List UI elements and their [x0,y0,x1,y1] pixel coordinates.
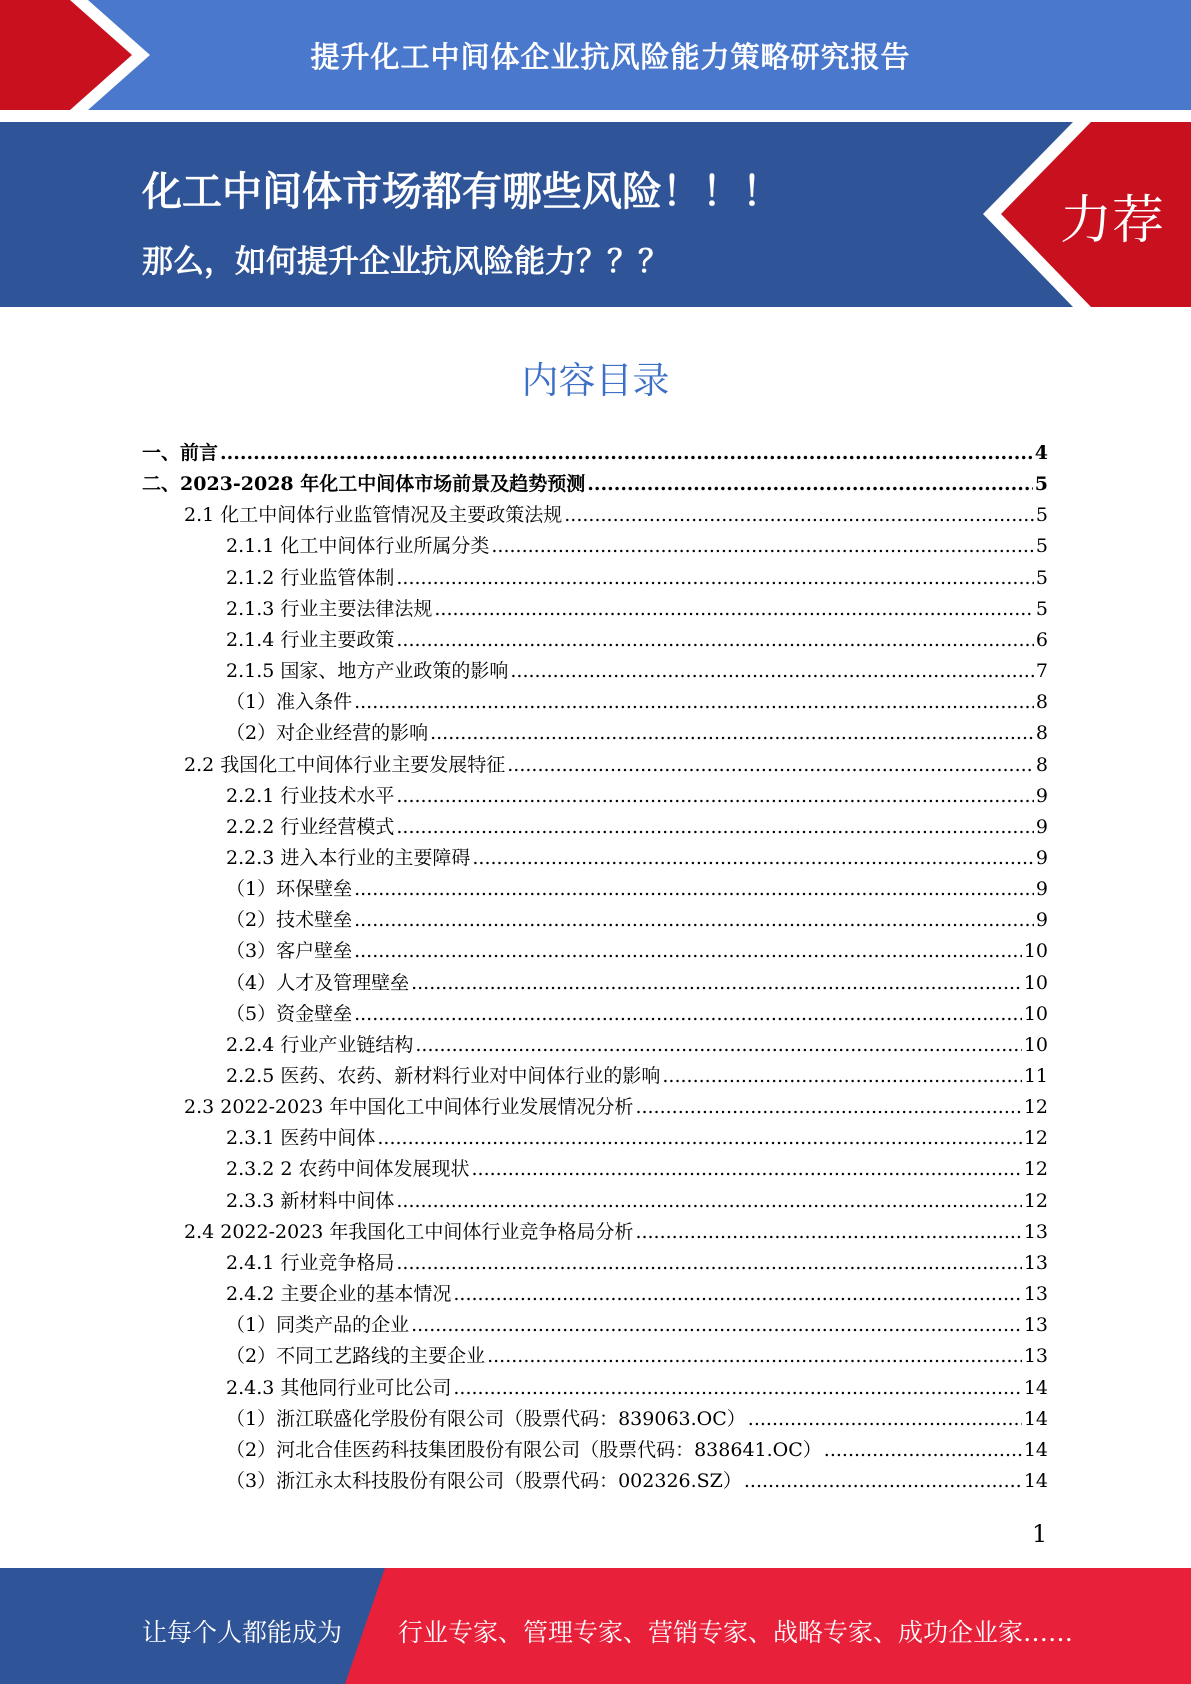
toc-leader-dots [396,625,1034,656]
toc-leader-dots [824,1435,1022,1466]
toc-leader-dots [396,781,1034,812]
toc-entry[interactable] [226,905,1048,936]
toc-entry-page: 4 [1034,442,1048,464]
toc-leader-dots [354,874,1034,905]
toc-entry-text: （2）技术壁垒 [226,909,353,932]
toc-entry-page: 13 [1023,1220,1048,1243]
toc-entry-text: 二、2023-2028 年化工中间体市场前景及趋势预测 [142,473,586,496]
toc-entry-page: 5 [1035,597,1048,620]
toc-leader-dots [472,1154,1022,1185]
toc-leader-dots [748,1404,1022,1435]
toc-entry-text: 2.2.3 进入本行业的主要障碍 [226,846,471,869]
toc-entry-page: 11 [1023,1065,1048,1087]
toc-entry-page: 14 [1023,1438,1048,1461]
recommend-badge: 力荐 [1060,191,1165,251]
toc-entry-text: 2.2.5 医药、农药、新材料行业对中间体行业的影响 [226,1065,661,1087]
toc-entry-text: 2.1 化工中间体行业监管情况及主要政策法规 [184,504,563,527]
toc-leader-dots [396,812,1034,843]
toc-entry-text: 2.4.3 其他同行业可比公司 [226,1376,452,1399]
toc-entry-text: 2.1.1 化工中间体行业所属分类 [226,535,490,558]
toc-title: 内容目录 [521,359,670,402]
toc-entry-text: 2.3.2 2 农药中间体发展现状 [226,1158,470,1181]
hero-subheadline: 那么，如何提升企业抗风险能力？？？ [142,244,669,280]
toc-entry-text: 2.1.2 行业监管体制 [226,566,395,589]
toc-leader-dots [744,1466,1022,1497]
toc-leader-dots [377,1123,1021,1154]
toc-entry-text: （5）资金壁垒 [226,1002,353,1025]
toc-entry[interactable] [226,812,1048,843]
toc-entry[interactable] [226,874,1048,905]
toc-entry-text: 2.2.4 行业产业链结构 [226,1033,414,1056]
toc-entry-page: 10 [1023,940,1048,963]
toc-entry-page: 8 [1035,722,1048,745]
toc-entry-page: 14 [1023,1407,1048,1430]
toc-entry-text: （3）浙江永太科技股份有限公司（股票代码：002326.SZ） [226,1469,742,1492]
toc-entry-page: 5 [1034,473,1048,496]
footer-slogan-left: 让每个人都能成为 [142,1618,343,1647]
toc-leader-dots [635,1217,1021,1248]
toc-entry[interactable] [226,563,1048,594]
toc-entry-page: 5 [1035,504,1048,527]
toc-entry-page: 9 [1035,815,1048,838]
report-title: 提升化工中间体企业抗风险能力策略研究报告 [310,39,911,74]
toc-entry-text: 2.2 我国化工中间体行业主要发展特征 [184,753,506,776]
toc-leader-dots [487,1341,1022,1372]
toc-entry-text: （4）人才及管理壁垒 [226,971,410,994]
toc-entry-text: （2）河北合佳医药科技集团股份有限公司（股票代码：838641.OC） [226,1438,822,1461]
toc-entry-text: 2.4 2022-2023 年我国化工中间体行业竞争格局分析 [184,1220,634,1243]
toc-entry[interactable] [226,1154,1048,1185]
toc-entry-page: 14 [1023,1376,1048,1399]
toc-entry-page: 12 [1023,1158,1048,1181]
toc-entry-page: 13 [1023,1251,1048,1274]
toc-entry[interactable] [226,843,1048,874]
toc-entry-text: 2.2.1 行业技术水平 [226,784,395,807]
footer-slogan-right: 行业专家、管理专家、营销专家、战略专家、成功企业家…… [398,1618,1074,1647]
toc-leader-dots [354,687,1034,718]
toc-entry[interactable] [226,1310,1048,1341]
toc-leader-dots [415,1030,1021,1061]
toc-entry-text: （1）环保壁垒 [226,878,353,901]
toc-entry[interactable] [226,1373,1048,1404]
toc-leader-dots [507,750,1034,781]
toc-entry[interactable] [226,656,1048,687]
toc-entry[interactable] [226,687,1048,718]
toc-leader-dots [411,968,1022,999]
toc-entry-page: 9 [1035,878,1048,901]
toc-entry-text: （3）客户壁垒 [226,940,353,963]
toc-leader-dots [453,1279,1021,1310]
toc-leader-dots [430,718,1034,749]
toc-entry-text: 2.3 2022-2023 年中国化工中间体行业发展情况分析 [184,1096,634,1119]
toc-leader-dots [587,469,1033,500]
toc-entry-page: 9 [1035,846,1048,869]
toc-entry-page: 9 [1035,784,1048,807]
toc-entry-text: 一、前言 [142,442,219,464]
toc-entry[interactable] [226,1435,1048,1466]
toc-leader-dots [220,438,1033,469]
toc-entry[interactable] [226,1466,1048,1497]
page-number: 1 [1032,1520,1048,1548]
toc-entry[interactable] [184,1217,1048,1248]
toc-entry[interactable] [226,531,1048,562]
toc-entry-page: 5 [1035,535,1048,558]
toc-entry-text: 2.1.4 行业主要政策 [226,628,395,651]
toc-entry-page: 6 [1035,628,1048,651]
toc-entry[interactable] [226,594,1048,625]
toc-entry[interactable] [226,968,1048,999]
toc-entry[interactable] [184,750,1048,781]
toc-entry-page: 13 [1023,1283,1048,1306]
toc-entry-text: 2.4.1 行业竞争格局 [226,1251,395,1274]
toc-entry-page: 14 [1023,1469,1048,1492]
toc-entry-page: 10 [1023,971,1048,994]
toc-leader-dots [453,1373,1021,1404]
toc-entry-text: （1）准入条件 [226,691,353,714]
toc-entry-page: 5 [1035,566,1048,589]
toc-leader-dots [434,594,1034,625]
toc-entry-page: 7 [1035,660,1048,683]
toc-entry[interactable] [226,1341,1048,1372]
toc-leader-dots [396,1186,1021,1217]
toc-entry-page: 10 [1023,1033,1048,1056]
toc-leader-dots [396,563,1034,594]
toc-entry-page: 12 [1023,1096,1048,1119]
toc-entry[interactable] [226,1279,1048,1310]
toc-entry[interactable] [226,999,1048,1030]
toc-leader-dots [354,936,1022,967]
toc-entry[interactable] [184,500,1048,531]
toc-entry[interactable] [226,781,1048,812]
toc-entry-text: （2）对企业经营的影响 [226,722,429,745]
toc-entry[interactable] [226,1123,1048,1154]
toc-entry-page: 10 [1023,1002,1048,1025]
toc-leader-dots [411,1310,1022,1341]
toc-entry-text: 2.3.3 新材料中间体 [226,1189,395,1212]
toc-entry[interactable] [226,1030,1048,1061]
toc-entry-page: 12 [1023,1127,1048,1150]
toc-leader-dots [472,843,1034,874]
toc-entry-text: （2）不同工艺路线的主要企业 [226,1345,486,1368]
toc-entry-page: 8 [1035,753,1048,776]
toc-entry-page: 13 [1023,1345,1048,1368]
toc-leader-dots [635,1092,1021,1123]
toc-entry-text: （1）浙江联盛化学股份有限公司（股票代码：839063.OC） [226,1407,746,1430]
toc-leader-dots [354,999,1022,1030]
toc-leader-dots [354,905,1034,936]
toc-entry-page: 13 [1023,1314,1048,1337]
toc-entry[interactable] [226,1404,1048,1435]
toc-entry[interactable] [142,469,1048,500]
toc-entry-text: 2.3.1 医药中间体 [226,1127,376,1150]
toc-entry[interactable] [226,936,1048,967]
toc-entry-text: 2.1.5 国家、地方产业政策的影响 [226,660,509,683]
toc-entry-text: 2.1.3 行业主要法律法规 [226,597,433,620]
toc-leader-dots [510,656,1034,687]
toc-entry-text: 2.2.2 行业经营模式 [226,815,395,838]
toc-leader-dots [396,1248,1021,1279]
toc-entry[interactable] [226,625,1048,656]
toc-entry[interactable] [226,1248,1048,1279]
toc-entry[interactable] [184,1092,1048,1123]
toc-leader-dots [564,500,1034,531]
toc-entry-page: 9 [1035,909,1048,932]
toc-entry[interactable] [142,438,1048,469]
toc-leader-dots [662,1061,1021,1092]
toc-leader-dots [491,531,1034,562]
toc-entry[interactable] [226,718,1048,749]
toc-entry-text: （1）同类产品的企业 [226,1314,410,1337]
toc-entry-page: 12 [1023,1189,1048,1212]
toc-entry-text: 2.4.2 主要企业的基本情况 [226,1283,452,1306]
toc-entry-page: 8 [1035,691,1048,714]
toc-entry[interactable] [226,1186,1048,1217]
toc-entry[interactable] [226,1061,1048,1092]
hero-headline: 化工中间体市场都有哪些风险！！！ [142,169,782,215]
